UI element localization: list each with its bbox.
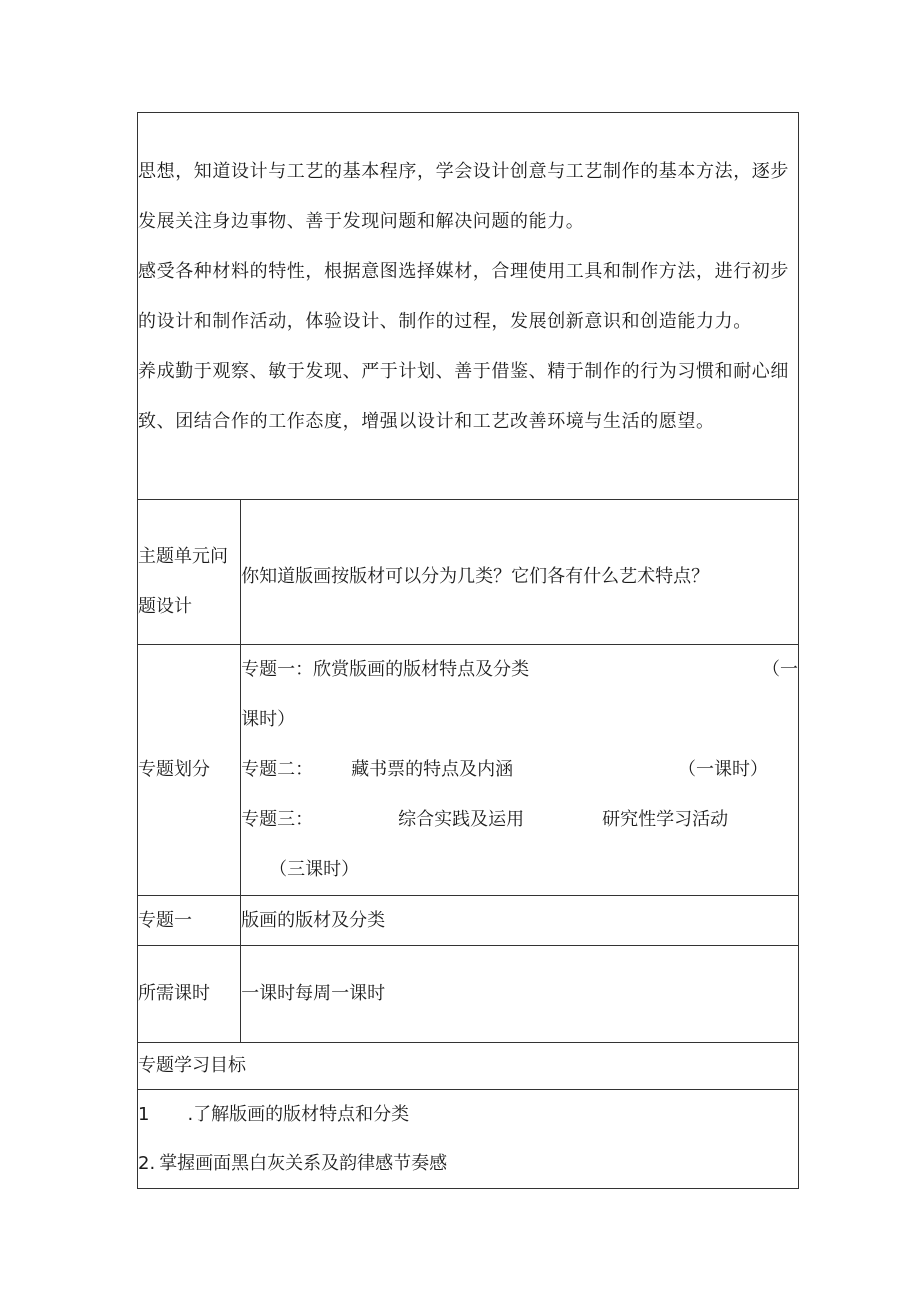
topic1-value-cell bbox=[241, 896, 799, 946]
hours-label: 所需课时 bbox=[138, 983, 210, 1004]
topic-question-value: 你知道版画按版材可以分为几类？它们各有什么艺术特点？ bbox=[241, 566, 710, 587]
division-item-1 bbox=[241, 645, 798, 695]
division-item-1-title: 欣赏版画的版材特点及分类 bbox=[313, 659, 530, 680]
intro-paragraph-1: 思想，知道设计与工艺的基本程序，学会设计创意与工艺制作的基本方法，逐步发展关注身边事物、善于发现问题和解决问题的能力。 bbox=[138, 161, 789, 232]
division-item-2-prefix: 专题二： bbox=[241, 759, 314, 780]
division-item-1-hours-b: 课时） bbox=[241, 709, 296, 730]
lesson-plan-table bbox=[137, 112, 799, 1189]
intro-paragraph-2: 感受各种材料的特性，根据意图选择媒材，合理使用工具和制作方法，进行初步的设计和制作活动，体验设计、制作的过程，发展创新意识和创造能力力。 bbox=[138, 261, 789, 332]
division-item-2-hours: （一课时） bbox=[678, 759, 768, 780]
division-item-1-cont bbox=[241, 695, 798, 745]
goals-cell bbox=[138, 1090, 799, 1189]
division-item-3-prefix: 专题三： bbox=[241, 809, 314, 830]
topic-question-value-cell bbox=[241, 500, 799, 645]
division-item-1-prefix: 专题一： bbox=[241, 659, 314, 680]
division-item-3-cont bbox=[241, 845, 798, 895]
topic-question-label: 主题单元问题设计 bbox=[138, 546, 228, 617]
division-item-1-hours-a: （一 bbox=[762, 659, 798, 680]
goal-item-1 bbox=[138, 1090, 798, 1139]
goals-heading-cell bbox=[138, 1043, 799, 1090]
topic-question-label-cell bbox=[138, 500, 241, 645]
topic-question-row bbox=[138, 500, 799, 645]
division-value-cell bbox=[241, 645, 799, 896]
intro-cell bbox=[138, 113, 799, 500]
intro-paragraph-3: 养成勤于观察、敏于发现、严于计划、善于借鉴、精于制作的行为习惯和耐心细致、团结合作的工作态度，增强以设计和工艺改善环境与生活的愿望。 bbox=[138, 361, 789, 432]
goal-item-2-text: 掌握画面黑白灰关系及韵律感节奏感 bbox=[159, 1153, 448, 1174]
goals-heading-row bbox=[138, 1043, 799, 1090]
division-item-2-title: 藏书票的特点及内涵 bbox=[351, 759, 514, 780]
division-item-2 bbox=[241, 745, 798, 795]
division-label: 专题划分 bbox=[138, 759, 210, 780]
goals-heading: 专题学习目标 bbox=[138, 1055, 246, 1076]
goal-item-2 bbox=[138, 1139, 798, 1188]
division-row bbox=[138, 645, 799, 896]
goal-item-2-num: 2. bbox=[138, 1153, 156, 1174]
hours-row bbox=[138, 946, 799, 1043]
topic1-row bbox=[138, 896, 799, 946]
goals-row bbox=[138, 1090, 799, 1189]
hours-value-cell bbox=[241, 946, 799, 1043]
division-item-3-title: 综合实践及运用 bbox=[398, 809, 525, 830]
division-item-3-hours: （三课时） bbox=[269, 859, 360, 880]
topic1-label-cell bbox=[138, 896, 241, 946]
hours-label-cell bbox=[138, 946, 241, 1043]
topic1-value: 版画的版材及分类 bbox=[241, 909, 386, 931]
intro-row bbox=[138, 113, 799, 500]
hours-value: 一课时每周一课时 bbox=[241, 983, 386, 1004]
division-label-cell bbox=[138, 645, 241, 896]
goal-item-1-num: 1 bbox=[138, 1104, 150, 1125]
division-item-3 bbox=[241, 795, 798, 845]
division-item-3-extra: 研究性学习活动 bbox=[602, 809, 729, 830]
topic1-label: 专题一 bbox=[138, 909, 192, 931]
goal-item-1-text: .了解版画的版材特点和分类 bbox=[187, 1104, 410, 1125]
